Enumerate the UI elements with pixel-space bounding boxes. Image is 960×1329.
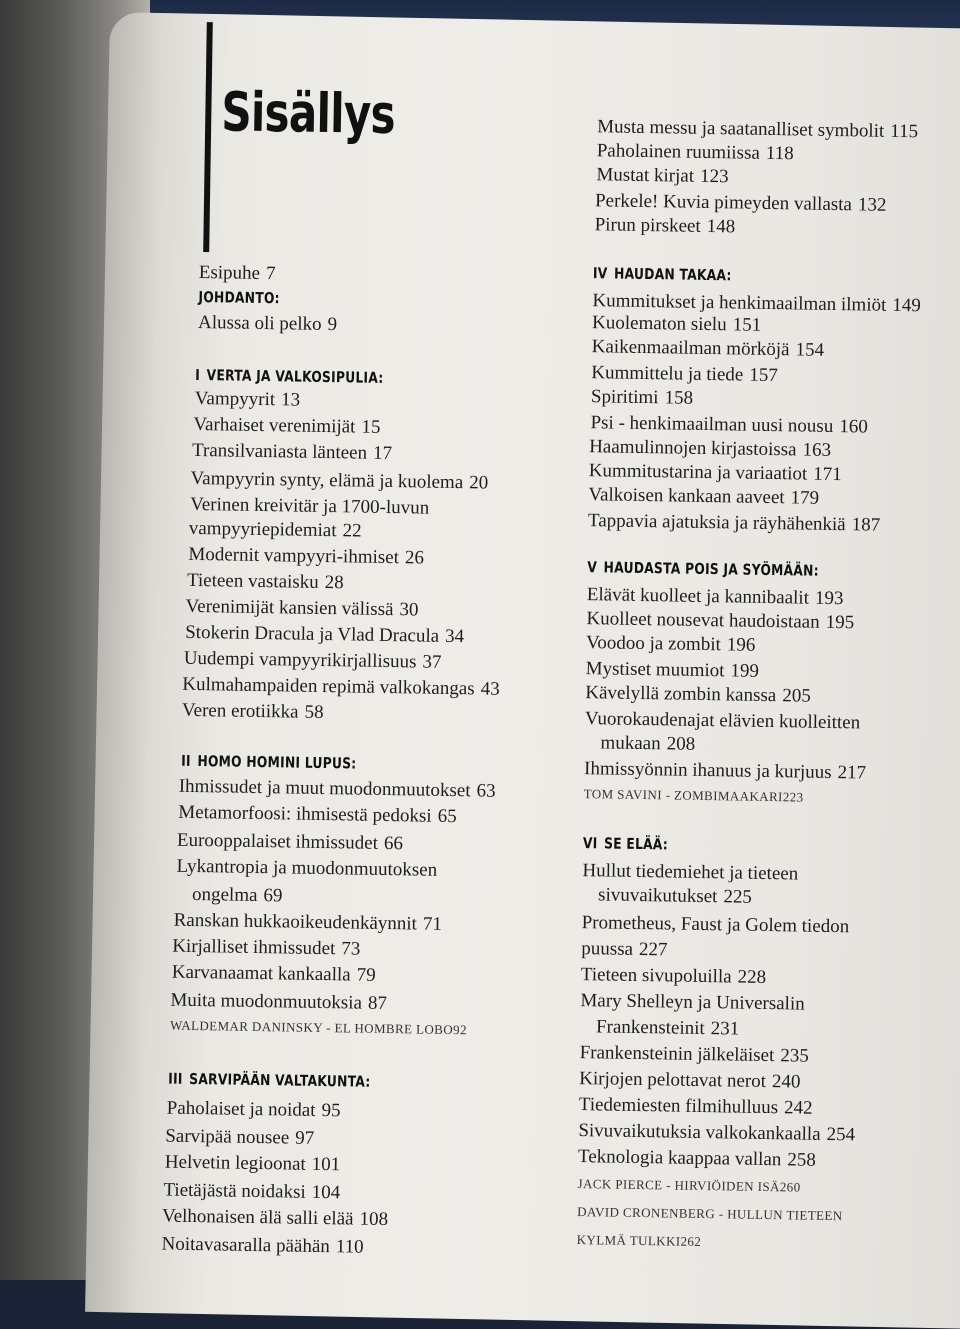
entry-title: Kuolematon sielu — [591, 312, 727, 336]
entry-title: Veren erotiikka — [181, 699, 299, 723]
page-number: 193 — [814, 587, 844, 610]
entry-title: Ihmissudet ja muut muodonmuutokset — [178, 775, 471, 802]
toc-entry — [187, 570, 344, 594]
section-heading — [168, 1070, 371, 1091]
page-number: 151 — [732, 314, 762, 336]
page-number: 171 — [813, 463, 842, 486]
page-number: 158 — [664, 387, 694, 409]
page-number: 66 — [383, 832, 404, 855]
page-number: 149 — [892, 294, 922, 317]
toc-entry — [161, 1234, 363, 1259]
entry-title: Metamorfoosi: ihmisestä pedoksi — [178, 801, 432, 827]
page-number: 58 — [304, 701, 324, 724]
toc-entry — [597, 116, 918, 143]
entry-title: Teknologia kaappaa vallan — [577, 1146, 782, 1171]
section-title: VERTA JA VALKOSIPULIA: — [206, 366, 384, 387]
entry-title: Alussa oli pelko — [197, 311, 322, 335]
page-number: 43 — [480, 678, 500, 700]
entry-title: Tietäjästä noidaksi — [163, 1179, 306, 1203]
toc-entry — [589, 436, 831, 462]
entry-title: Kirjojen pelottavat nerot — [579, 1068, 767, 1092]
section-heading — [198, 288, 280, 307]
toc-entry — [587, 584, 844, 610]
entry-title: Verinen kreivitär ja 1700-luvun — [190, 493, 430, 519]
entry-title: Velhonaisen älä salli elää — [161, 1205, 354, 1230]
page-number: 101 — [311, 1153, 341, 1176]
section-title: HAUDAN TAKAA: — [613, 264, 732, 285]
section-numeral: VI — [582, 834, 598, 853]
page-number: 179 — [790, 487, 820, 509]
toc-entry — [172, 936, 360, 961]
entry-title: Sarvipää nousee — [165, 1125, 290, 1149]
toc-entry — [582, 912, 850, 938]
entry-title: Tieteen vastaisku — [186, 569, 319, 593]
page-number: 187 — [851, 514, 881, 536]
feature-entry — [577, 1232, 702, 1250]
page-number: 7 — [265, 263, 276, 285]
toc-entry — [185, 596, 418, 622]
toc-entry — [582, 860, 798, 885]
entry-title: Tappavia ajatuksia ja räyhähenkiä — [587, 510, 846, 536]
page-number: 160 — [839, 416, 868, 438]
page-number: 104 — [311, 1181, 341, 1204]
toc-entry — [188, 544, 424, 570]
page-number: 71 — [422, 913, 443, 935]
toc-entry — [199, 262, 276, 285]
page-number: 132 — [857, 194, 887, 216]
toc-entry — [589, 460, 842, 486]
entry-title: Kummittelu ja tiede — [591, 362, 744, 386]
section-title: HAUDASTA POIS JA SYÖMÄÄN: — [603, 558, 819, 580]
toc-entry — [192, 440, 392, 465]
page-title: Sisällys — [220, 80, 396, 147]
toc-entry — [165, 1126, 314, 1150]
entry-title: Hullut tiedemiehet ja tieteen — [582, 860, 799, 885]
page-number: 97 — [295, 1127, 315, 1149]
entry-title: Transilvaniasta länteen — [191, 439, 368, 464]
toc-entry — [170, 990, 387, 1015]
entry-title: Pirun pirskeet — [594, 214, 701, 237]
entry-title: WALDEMAR DANINSKY - EL HOMBRE LOBO — [169, 1017, 454, 1038]
toc-entry — [585, 682, 811, 708]
toc-entry — [195, 388, 301, 412]
entry-title: Kummitustarina ja variaatiot — [588, 460, 808, 485]
toc-entry — [581, 964, 767, 989]
toc-entry — [580, 990, 805, 1016]
page-number: 154 — [795, 339, 825, 361]
entry-title: Psi - henkimaailman uusi nousu — [590, 412, 834, 437]
toc-entry — [592, 312, 761, 337]
entry-title: puussa — [581, 938, 634, 960]
entry-title: Frankensteinit — [595, 1016, 705, 1040]
toc-entry — [163, 1180, 340, 1205]
page-number: 108 — [359, 1208, 389, 1231]
toc-entry — [176, 884, 283, 908]
entry-title: Kummitukset ja henkimaailman ilmiöt — [592, 290, 887, 316]
entry-title: Vampyyrin synty, elämä ja kuolema — [190, 467, 464, 494]
page-number: 110 — [335, 1236, 364, 1258]
page-number: 228 — [737, 966, 767, 988]
page-number: 115 — [890, 120, 919, 143]
entry-title: Haamulinnojen kirjastoissa — [589, 436, 797, 461]
toc-entry — [189, 518, 362, 543]
entry-title: Kulmahampaiden repimä valkokangas — [182, 673, 475, 700]
page-number: 123 — [699, 165, 729, 188]
entry-title: Tieteen sivupoluilla — [580, 964, 732, 988]
page-number: 37 — [422, 651, 442, 673]
toc-entry — [167, 1098, 341, 1123]
toc-entry — [585, 708, 861, 734]
toc-entry — [595, 190, 887, 217]
entry-title: Spiritimi — [590, 386, 659, 409]
toc-entry — [182, 700, 324, 724]
page-number: 73 — [341, 938, 361, 960]
page-number: 163 — [802, 439, 832, 461]
entry-title: Helvetin legioonat — [164, 1151, 306, 1175]
toc-entry — [588, 510, 880, 537]
entry-title: Elävät kuolleet ja kannibaalit — [586, 584, 810, 609]
page-number: 79 — [356, 964, 376, 986]
entry-title: Voodoo ja zombit — [585, 632, 722, 656]
entry-title: Stokerin Dracula ja Vlad Dracula — [185, 621, 440, 647]
section-heading — [181, 752, 357, 773]
page-number: 217 — [837, 762, 867, 784]
entry-title: Esipuhe — [198, 261, 261, 284]
page-number: 22 — [342, 520, 362, 542]
page-number: 240 — [771, 1071, 801, 1093]
page-number: 148 — [706, 215, 736, 238]
entry-title: Kaikenmaailman mörköjä — [591, 336, 790, 361]
entry-title: Vuorokaudenajat elävien kuolleitten — [584, 708, 861, 734]
toc-entry — [190, 494, 429, 520]
entry-title: JACK PIERCE - HIRVIÖIDEN ISÄ — [577, 1176, 780, 1195]
page-number: 225 — [723, 886, 753, 908]
page-number: 26 — [404, 547, 425, 569]
entry-title: Ranskan hukkaoikeudenkäynnit — [173, 909, 418, 935]
toc-entry — [586, 608, 854, 634]
section-numeral: III — [168, 1069, 183, 1088]
entry-title: KYLMÄ TULKKI — [576, 1232, 681, 1249]
entry-title: Sivuvaikutuksia valkokankaalla — [578, 1120, 821, 1145]
toc-entry — [198, 312, 337, 336]
entry-title: Valkoisen kankaan aaveet — [588, 484, 785, 509]
entry-title: Kävelyllä zombin kanssa — [585, 682, 777, 707]
entry-title: mukaan — [600, 732, 661, 755]
page-number: 205 — [782, 685, 811, 707]
toc-entry — [172, 962, 376, 987]
entry-title: DAVID CRONENBERG - HULLUN TIETEEN — [577, 1204, 843, 1224]
entry-title: Kirjalliset ihmissudet — [172, 935, 336, 960]
toc-entry — [590, 412, 868, 438]
toc-entry — [582, 884, 752, 909]
entry-title: Lykantropia ja muodonmuutoksen — [176, 855, 438, 881]
entry-title: ongelma — [191, 883, 258, 906]
toc-entry — [174, 910, 443, 936]
title-rule — [203, 22, 213, 252]
page-number: 95 — [321, 1100, 341, 1122]
toc-entry — [184, 648, 442, 674]
toc-entry — [578, 1146, 816, 1172]
section-numeral: V — [587, 558, 598, 577]
entry-title: vampyyriepidemiat — [188, 517, 337, 542]
entry-title: Karvanaamat kankaalla — [171, 961, 351, 986]
toc-entry — [579, 1042, 809, 1068]
section-title: JOHDANTO: — [198, 287, 280, 308]
page-number: 196 — [726, 634, 756, 656]
toc-entry — [190, 468, 488, 495]
page-number: 63 — [476, 780, 496, 802]
toc-entry — [165, 1152, 341, 1177]
section-heading — [587, 558, 819, 580]
entry-title: Kuolleet nousevat haudoistaan — [586, 608, 820, 633]
entry-title: Uudempi vampyyrikirjallisuus — [183, 647, 417, 673]
entry-title: Mary Shelleyn ja Universalin — [580, 990, 805, 1015]
page-number: 17 — [372, 442, 393, 465]
section-heading — [583, 834, 668, 853]
section-title: HOMO HOMINI LUPUS: — [197, 752, 357, 773]
entry-title: Musta messu ja saatanalliset symbolit — [597, 116, 885, 142]
page-number: 15 — [361, 416, 381, 438]
page-number: 258 — [787, 1149, 817, 1171]
toc-entry — [584, 758, 866, 784]
section-heading — [195, 366, 384, 387]
entry-title: Vampyyrit — [194, 387, 276, 411]
toc-entry — [579, 1094, 813, 1120]
feature-entry — [170, 1018, 467, 1039]
toc-entry — [176, 856, 437, 882]
page-number: 157 — [749, 364, 778, 387]
entry-title: TOM SAVINI - ZOMBIMAAKARI — [583, 786, 783, 805]
entry-title: Ihmissyönnin ihanuus ja kurjuus — [583, 758, 832, 783]
toc-entry — [586, 658, 760, 683]
entry-title: Mystiset muumiot — [585, 658, 725, 682]
entry-title: Noitavasaralla päähän — [161, 1233, 331, 1258]
toc-entry — [193, 414, 380, 439]
page-number: 28 — [324, 572, 344, 594]
page-number: 9 — [327, 314, 338, 336]
page-number: 231 — [710, 1018, 740, 1040]
page-number: 30 — [399, 599, 419, 621]
page-number: 260 — [779, 1179, 801, 1195]
page-number: 69 — [263, 885, 283, 907]
toc-entry — [586, 632, 756, 657]
toc-entry — [592, 336, 825, 362]
section-numeral: IV — [592, 264, 608, 283]
page-number: 242 — [783, 1097, 813, 1119]
feature-entry — [584, 786, 804, 805]
page-number: 235 — [780, 1045, 809, 1067]
section-numeral: II — [181, 751, 191, 770]
page-number: 262 — [680, 1233, 702, 1250]
page-number: 65 — [437, 805, 457, 828]
toc-entry — [591, 386, 693, 410]
page-number: 223 — [782, 789, 804, 805]
page-number: 208 — [666, 733, 696, 755]
entry-title: Tiedemiesten filmihulluus — [578, 1094, 779, 1119]
entry-title: Paholaiset ja noidat — [166, 1097, 316, 1121]
toc-entry — [185, 622, 464, 648]
section-numeral: I — [195, 365, 201, 385]
entry-title: Perkele! Kuvia pimeyden vallasta — [594, 190, 853, 216]
entry-title: Paholainen ruumiissa — [596, 140, 761, 164]
page-number: 34 — [444, 625, 465, 648]
toc-entry — [594, 214, 735, 238]
toc-entry — [588, 484, 819, 510]
section-title: SARVIPÄÄN VALTAKUNTA: — [189, 1069, 371, 1091]
section-title: SE ELÄÄ: — [603, 834, 669, 854]
page-number: 199 — [730, 660, 760, 682]
toc-entry — [578, 1120, 855, 1146]
section-heading — [593, 264, 732, 284]
toc-entry — [182, 674, 500, 701]
toc-entry — [584, 732, 695, 756]
page-number: 20 — [469, 472, 489, 494]
feature-entry — [577, 1176, 800, 1196]
entry-title: sivuvaikutukset — [597, 884, 718, 908]
page-number: 87 — [367, 992, 388, 1015]
page-number: 118 — [765, 142, 794, 165]
toc-entry — [580, 1016, 740, 1040]
feature-entry — [577, 1204, 843, 1224]
page-number: 92 — [452, 1022, 468, 1038]
toc-entry — [579, 1068, 801, 1093]
toc-entry — [178, 802, 457, 828]
page-number: 13 — [280, 389, 301, 411]
entry-title: Prometheus, Faust ja Golem tiedon — [581, 912, 850, 938]
toc-entry — [162, 1206, 388, 1232]
page-number: 254 — [826, 1123, 856, 1146]
entry-title: Modernit vampyyri-ihmiset — [188, 543, 400, 569]
entry-title: Muita muodonmuutoksia — [170, 989, 363, 1014]
toc-entry — [581, 938, 668, 961]
entry-title: Mustat kirjat — [596, 164, 695, 187]
entry-title: Verenimijät kansien välissä — [185, 595, 394, 621]
page-number: 195 — [825, 611, 855, 634]
toc-entry — [596, 164, 728, 188]
entry-title: Frankensteinin jälkeläiset — [579, 1042, 775, 1067]
toc-entry — [179, 776, 496, 803]
toc-entry — [177, 830, 403, 856]
entry-title: Varhaiset verenimijät — [193, 413, 356, 438]
entry-title: Eurooppalaiset ihmissudet — [176, 829, 379, 854]
page-number: 227 — [638, 938, 668, 961]
toc-entry — [591, 362, 778, 387]
toc-entry — [597, 140, 794, 165]
